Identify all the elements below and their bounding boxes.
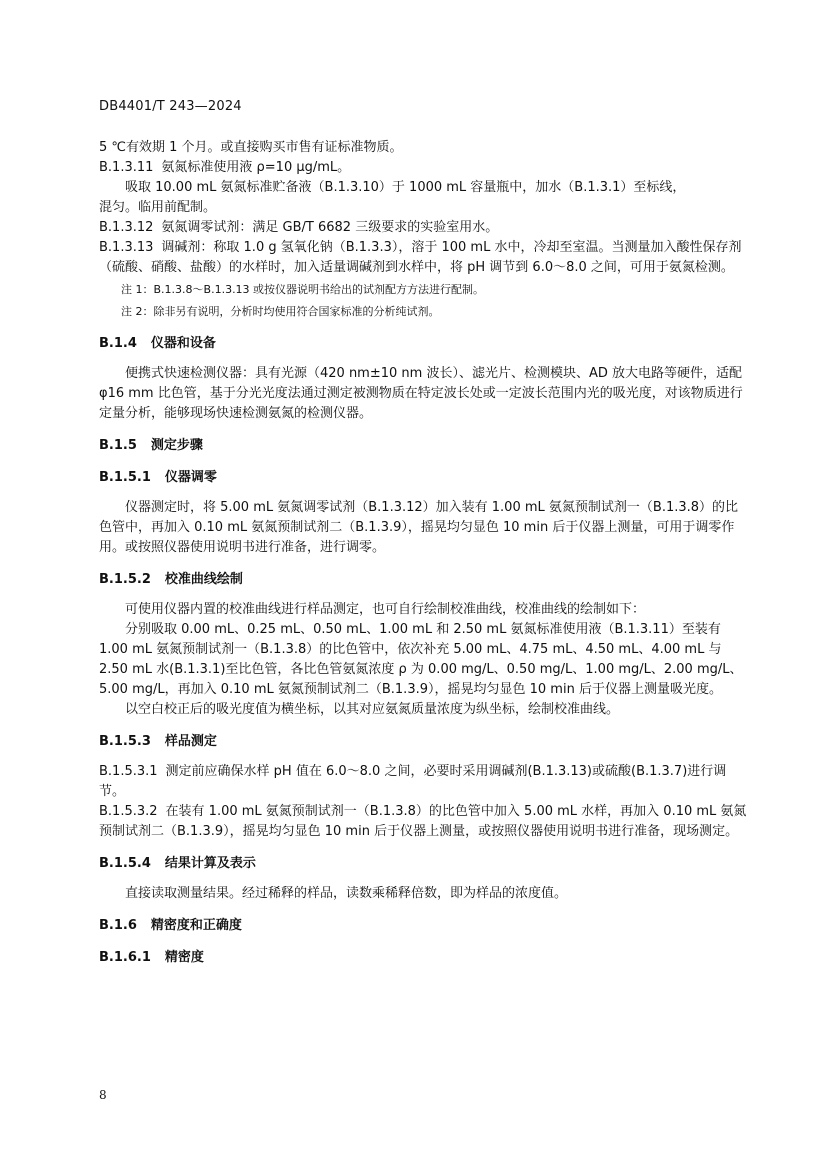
heading-title: 仪器调零 (164, 470, 217, 485)
heading-number: B.1.5.2 (99, 572, 151, 587)
heading-number: B.1.5.3 (99, 734, 151, 749)
heading-b152 (99, 570, 749, 590)
document-body (99, 138, 749, 978)
clause-text: 氨氮标准使用液 ρ=10 μg/mL。 (161, 160, 351, 175)
clause-number: B.1.3.12 (99, 220, 154, 235)
heading-number: B.1.6 (99, 918, 137, 933)
clause-b1532 (99, 802, 749, 842)
heading-number: B.1.6.1 (99, 950, 151, 965)
note-2: 注 2：除非另有说明，分析时均使用符合国家标准的分析纯试剂。 (121, 305, 440, 318)
heading-title: 结果计算及表示 (164, 856, 256, 871)
clause-b1311 (99, 158, 749, 178)
heading-b16 (99, 916, 749, 936)
clause-text: 调碱剂：称取 1.0 g 氢氧化钠（B.1.3.3），溶于 100 mL 水中，冷却至室温。当测量加入酸性保存剂（硫酸、硝酸、盐酸）的水样时，加入适量调碱剂到水样中，将 pH 调节到 6.0～8.0 之间，可用于氨氮检测。 (99, 240, 742, 275)
clause-text: 测定前应确保水样 pH 值在 6.0～8.0 之间，必要时采用调碱剂(B.1.3.13)或硫酸(B.1.3.7)进行调节。 (99, 764, 727, 799)
paragraph-b152-1: 可使用仪器内置的校准曲线进行样品测定，也可自行绘制校准曲线，校准曲线的绘制如下： (125, 602, 646, 617)
paragraph-b152-3: 以空白校正后的吸光度值为横坐标，以其对应氨氮质量浓度为纵坐标，绘制校准曲线。 (125, 702, 620, 717)
clause-b1312 (99, 218, 749, 238)
heading-number: B.1.5 (99, 438, 137, 453)
heading-title: 样品测定 (164, 734, 217, 749)
paragraph-b152-2: 分别吸取 0.00 mL、0.25 mL、0.50 mL、1.00 mL 和 2.50 mL 氨氮标准使用液（B.1.3.11）至装有 1.00 mL 氨氮预制试剂一（B.1.3.8）的比色管中，依次补充 5.00 mL、4.75 mL、4.50 mL、4.00 mL 与 2.50 mL 水(B.1.3.1)至比色管，各比色管氨氮浓度 ρ 为 0.00 mg/L、0.50 mg/L、1.00 mg/L、2.00 mg/L、5.00 mg/L，再加入 0.10 mL 氨氮预制试剂二（B.1.3.9），摇晃均匀显色 10 min 后于仪器上测量吸光度。 (99, 622, 743, 697)
paragraph-b14: 便携式快速检测仪器：具有光源（420 nm±10 nm 波长）、滤光片、检测模块、AD 放大电路等硬件，适配 φ16 mm 比色管，基于分光光度法通过测定被测物质在特定波长处或一定波长范围内光的吸光度，对该物质进行定量分析，能够现场快速检测氨氮的检测仪器。 (99, 366, 743, 421)
heading-number: B.1.5.4 (99, 856, 151, 871)
heading-title: 精密度 (164, 950, 204, 965)
note-1: 注 1：B.1.3.8～B.1.3.13 或按仪器说明书给出的试剂配方方法进行配制。 (121, 283, 485, 296)
clause-text: 氨氮调零试剂：满足 GB/T 6682 三级要求的实验室用水。 (161, 220, 499, 235)
paragraph-b1311-detail-1: 吸取 10.00 mL 氨氮标准贮备液（B.1.3.10）于 1000 mL 容量瓶中，加水（B.1.3.1）至标线， (125, 180, 686, 195)
heading-title: 仪器和设备 (150, 336, 216, 351)
clause-number: B.1.5.3.2 (99, 804, 158, 819)
heading-b14 (99, 334, 749, 354)
document-code: DB4401/T 243—2024 (99, 99, 242, 114)
heading-number: B.1.5.1 (99, 470, 151, 485)
paragraph-b154: 直接读取测量结果。经过稀释的样品，读数乘稀释倍数，即为样品的浓度值。 (125, 886, 568, 901)
clause-number: B.1.5.3.1 (99, 764, 158, 779)
heading-b161 (99, 948, 749, 968)
heading-number: B.1.4 (99, 336, 137, 351)
paragraph-b151: 仪器测定时，将 5.00 mL 氨氮调零试剂（B.1.3.12）加入装有 1.00 mL 氨氮预制试剂一（B.1.3.8）的比色管中，再加入 0.10 mL 氨氮预制试剂二（B.1.3.9），摇晃均匀显色 10 min 后于仪器上测量，可用于调零作用。或按照仪器使用说明书进行准备，进行调零。 (99, 500, 739, 555)
heading-b153 (99, 732, 749, 752)
heading-title: 测定步骤 (150, 438, 203, 453)
heading-title: 精密度和正确度 (150, 918, 242, 933)
heading-b151 (99, 468, 749, 488)
clause-number: B.1.3.13 (99, 240, 154, 255)
heading-b15 (99, 436, 749, 456)
clause-number: B.1.3.11 (99, 160, 154, 175)
paragraph-b1311-detail-2: 混匀。临用前配制。 (99, 200, 217, 215)
clause-b1313 (99, 238, 749, 278)
heading-b154 (99, 854, 749, 874)
clause-b1531 (99, 762, 749, 802)
page-number: 8 (99, 1088, 107, 1102)
paragraph-continuation: 5 ℃有效期 1 个月。或直接购买市售有证标准物质。 (99, 140, 403, 155)
clause-text: 在装有 1.00 mL 氨氮预制试剂一（B.1.3.8）的比色管中加入 5.00 mL 水样，再加入 0.10 mL 氨氮预制试剂二（B.1.3.9），摇晃均匀显色 10 min 后于仪器上测量，或按照仪器使用说明书进行准备，现场测定。 (99, 804, 747, 839)
heading-title: 校准曲线绘制 (164, 572, 243, 587)
